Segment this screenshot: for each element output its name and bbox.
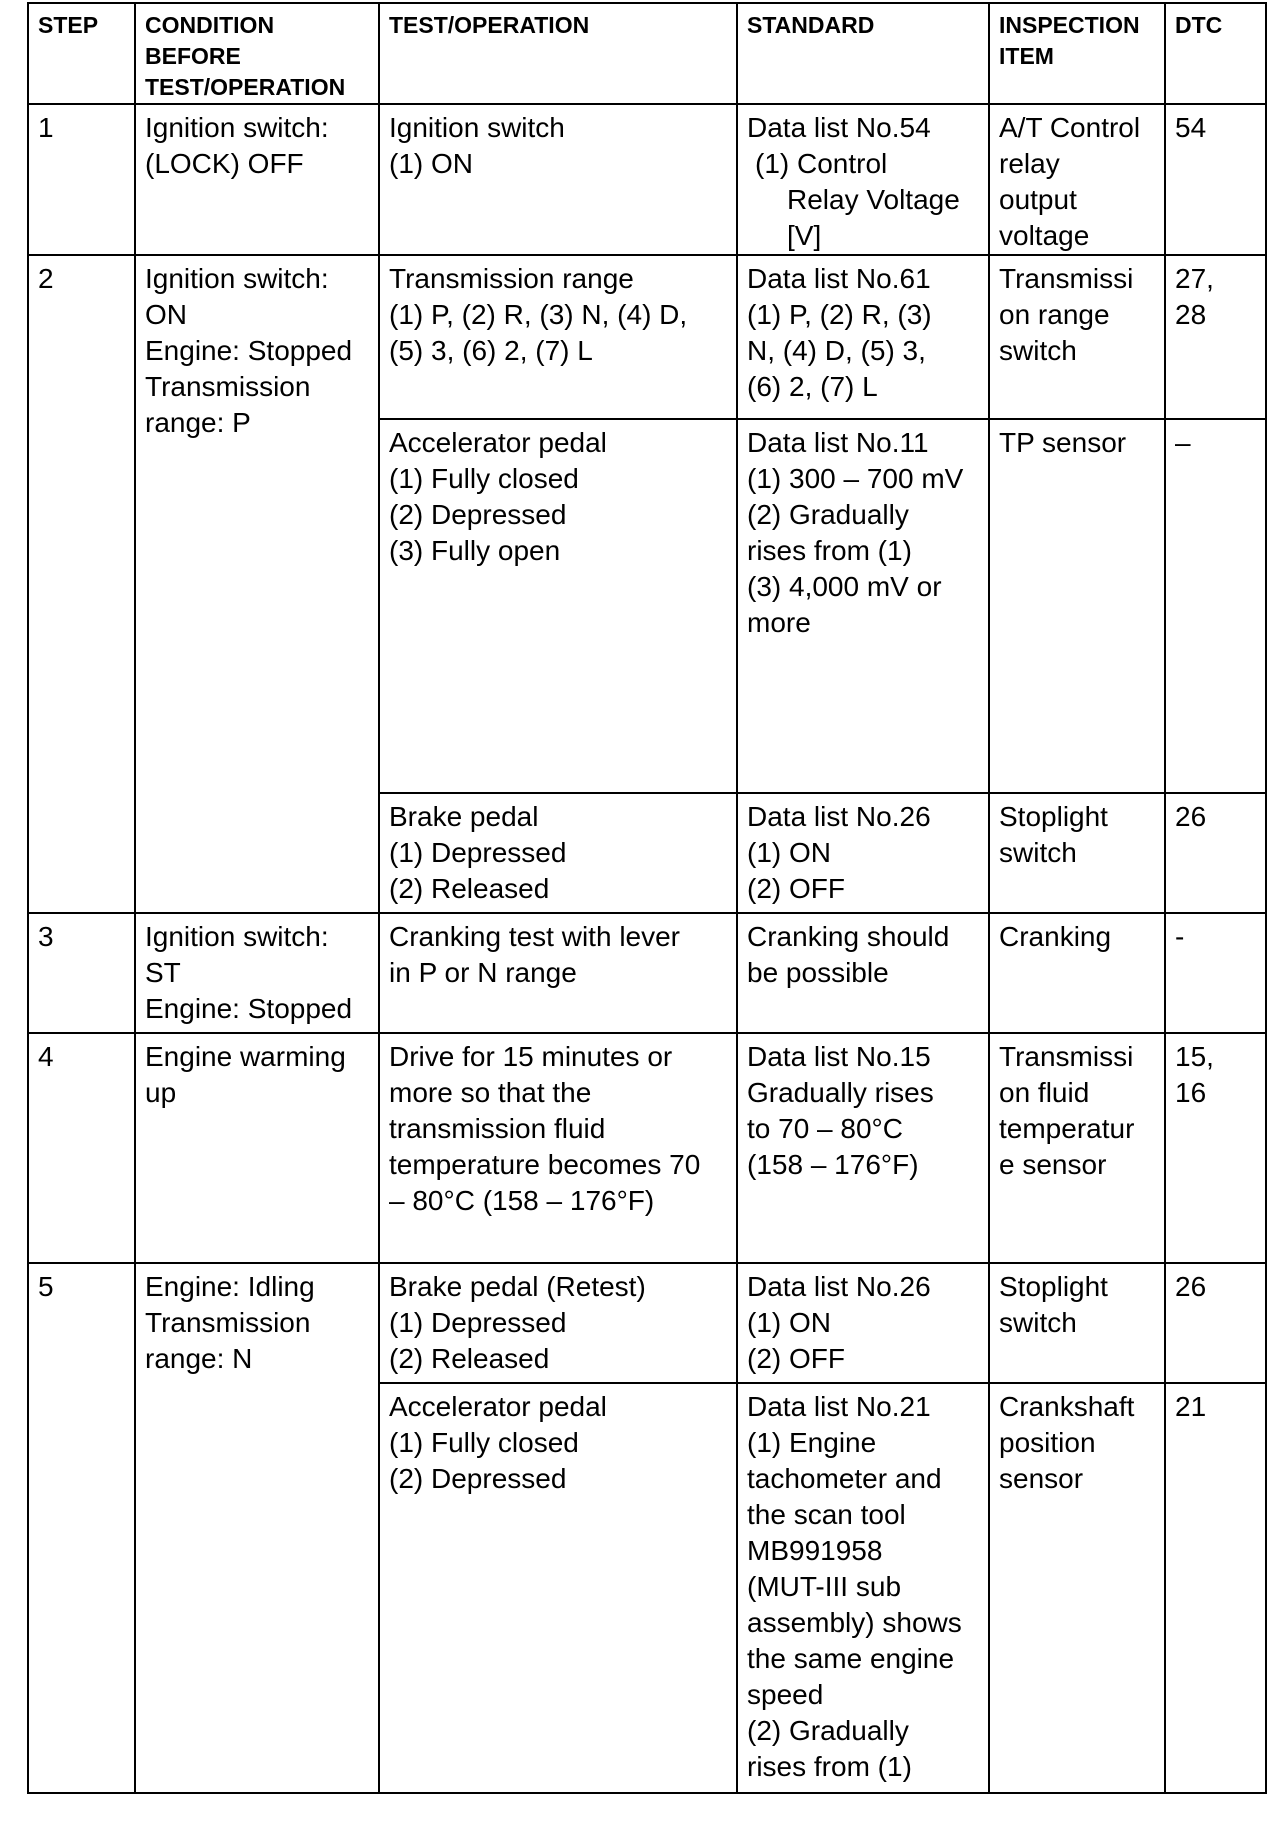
cell-inspection-item: TP sensor xyxy=(989,419,1165,793)
cell-condition: Engine warming up xyxy=(135,1033,379,1263)
cell-inspection-item: Transmissi on fluid temperatur e sensor xyxy=(989,1033,1165,1263)
cell-dtc: 27, 28 xyxy=(1165,255,1266,419)
cell-dtc: - xyxy=(1165,913,1266,1033)
cell-dtc: – xyxy=(1165,419,1266,793)
cell-inspection-item: Cranking xyxy=(989,913,1165,1033)
header-row xyxy=(28,3,1266,104)
cell-condition: Engine: Idling Transmission range: N xyxy=(135,1263,379,1793)
cell-inspection-item: A/T Control relay output voltage xyxy=(989,104,1165,255)
cell-dtc: 26 xyxy=(1165,793,1266,913)
cell-standard: Data list No.21 (1) Engine tachometer and the scan tool MB991958 (MUT-III sub assembly) shows the same engine speed (2) Gradually rises from (1) xyxy=(737,1383,989,1793)
cell-condition: Ignition switch: (LOCK) OFF xyxy=(135,104,379,255)
cell-test-operation: Transmission range (1) P, (2) R, (3) N, (4) D, (5) 3, (6) 2, (7) L xyxy=(379,255,737,419)
cell-test-operation: Brake pedal (Retest) (1) Depressed (2) Released xyxy=(379,1263,737,1383)
inspection-procedure-table xyxy=(27,2,1267,1794)
cell-dtc: 15, 16 xyxy=(1165,1033,1266,1263)
cell-test-operation: Ignition switch (1) ON xyxy=(379,104,737,255)
cell-condition: Ignition switch: ST Engine: Stopped xyxy=(135,913,379,1033)
cell-test-operation: Drive for 15 minutes or more so that the transmission fluid temperature becomes 70 – 80°C (158 – 176°F) xyxy=(379,1033,737,1263)
table-row-step-1 xyxy=(28,104,1266,255)
cell-inspection-item: Transmissi on range switch xyxy=(989,255,1165,419)
header-dtc: DTC xyxy=(1165,3,1266,104)
cell-standard: Data list No.26 (1) ON (2) OFF xyxy=(737,793,989,913)
table-row-step-4 xyxy=(28,1033,1266,1263)
cell-inspection-item: Crankshaft position sensor xyxy=(989,1383,1165,1793)
cell-inspection-item: Stoplight switch xyxy=(989,793,1165,913)
cell-step: 4 xyxy=(28,1033,135,1263)
header-inspection-item: INSPECTION ITEM xyxy=(989,3,1165,104)
cell-test-operation: Cranking test with lever in P or N range xyxy=(379,913,737,1033)
cell-standard: Data list No.26 (1) ON (2) OFF xyxy=(737,1263,989,1383)
table-row-step-3 xyxy=(28,913,1266,1033)
header-standard: STANDARD xyxy=(737,3,989,104)
cell-standard: Cranking should be possible xyxy=(737,913,989,1033)
cell-dtc: 21 xyxy=(1165,1383,1266,1793)
cell-condition: Ignition switch: ON Engine: Stopped Transmission range: P xyxy=(135,255,379,913)
cell-step: 1 xyxy=(28,104,135,255)
table-row-step-5 xyxy=(28,1263,1266,1383)
header-condition: CONDITION BEFORE TEST/OPERATION xyxy=(135,3,379,104)
cell-step: 3 xyxy=(28,913,135,1033)
cell-inspection-item: Stoplight switch xyxy=(989,1263,1165,1383)
cell-test-operation: Brake pedal (1) Depressed (2) Released xyxy=(379,793,737,913)
table-row-step-2 xyxy=(28,255,1266,419)
cell-step: 5 xyxy=(28,1263,135,1793)
cell-test-operation: Accelerator pedal (1) Fully closed (2) Depressed (3) Fully open xyxy=(379,419,737,793)
cell-step: 2 xyxy=(28,255,135,913)
cell-dtc: 26 xyxy=(1165,1263,1266,1383)
header-test-operation: TEST/OPERATION xyxy=(379,3,737,104)
cell-standard: Data list No.11 (1) 300 – 700 mV (2) Gradually rises from (1) (3) 4,000 mV or more xyxy=(737,419,989,793)
cell-test-operation: Accelerator pedal (1) Fully closed (2) Depressed xyxy=(379,1383,737,1793)
cell-standard: Data list No.15 Gradually rises to 70 – 80°C (158 – 176°F) xyxy=(737,1033,989,1263)
cell-dtc: 54 xyxy=(1165,104,1266,255)
cell-standard: Data list No.61 (1) P, (2) R, (3) N, (4) D, (5) 3, (6) 2, (7) L xyxy=(737,255,989,419)
header-step: STEP xyxy=(28,3,135,104)
cell-standard: Data list No.54 (1) Control Relay Voltage [V] xyxy=(737,104,989,255)
